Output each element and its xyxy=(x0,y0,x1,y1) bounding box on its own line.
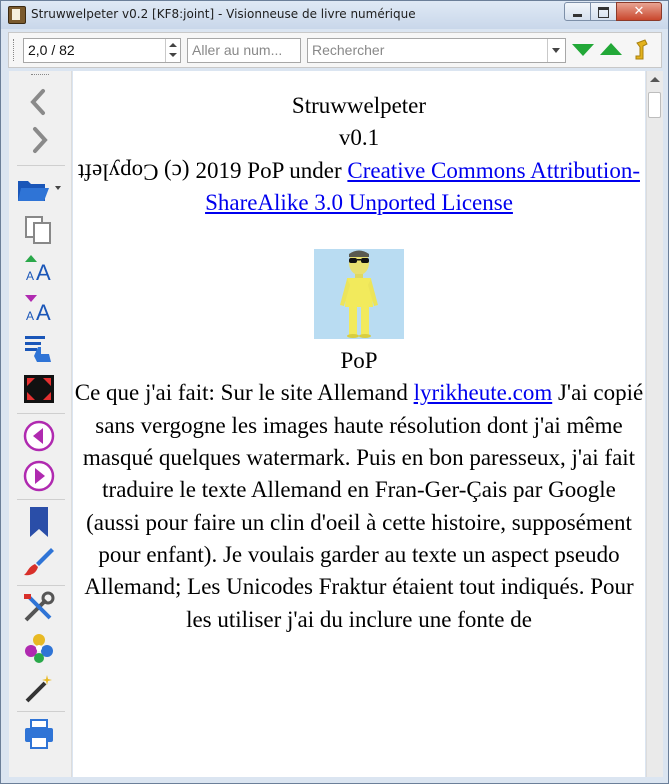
maximize-button[interactable] xyxy=(590,2,617,21)
action-sidebar xyxy=(9,71,72,777)
vertical-scrollbar[interactable] xyxy=(646,71,663,777)
sidebar-separator xyxy=(17,499,65,500)
bookmark-icon[interactable] xyxy=(21,505,57,539)
svg-text:A: A xyxy=(26,309,35,323)
close-button[interactable] xyxy=(616,2,662,21)
book-title: Struwwelpeter xyxy=(291,93,427,118)
book-content-area[interactable] xyxy=(73,71,645,777)
sidebar-separator xyxy=(17,165,65,166)
find-next-icon[interactable] xyxy=(572,44,594,56)
paragraph-start: Ce que j'ai fait: Sur le site Allemand xyxy=(74,380,414,406)
copyleft-symbol: (c) xyxy=(164,158,190,184)
find-previous-icon[interactable] xyxy=(600,43,622,55)
copy-icon[interactable] xyxy=(21,212,57,246)
spin-up-icon[interactable] xyxy=(169,43,177,47)
highlight-icon[interactable] xyxy=(633,39,649,61)
copyleft-text: 2019 PoP under xyxy=(189,157,348,183)
preferences-tools-icon[interactable] xyxy=(21,591,57,625)
minimize-button[interactable] xyxy=(564,2,591,21)
theme-brush-icon[interactable] xyxy=(21,545,57,579)
font-larger-icon[interactable] xyxy=(21,252,57,286)
license-link[interactable]: Creative Commons Attribution-ShareAlike 3.0 Unported License xyxy=(205,157,640,215)
back-icon[interactable] xyxy=(21,85,57,119)
close-icon: ✕ xyxy=(633,4,645,19)
author-portrait-image xyxy=(314,249,404,339)
search-input[interactable] xyxy=(307,38,566,63)
sidebar-separator xyxy=(17,585,65,586)
previous-section-icon[interactable] xyxy=(21,419,57,453)
forward-icon[interactable] xyxy=(21,123,57,157)
window-title: Struwwelpeter v0.2 [KF8:joint] - Visionneuse de livre numérique xyxy=(31,7,416,21)
next-section-icon[interactable] xyxy=(21,459,57,493)
author-name: PoP xyxy=(340,348,378,374)
toolbar-grip[interactable] xyxy=(13,39,16,61)
book-page xyxy=(73,90,645,636)
svg-text:A: A xyxy=(36,300,51,325)
sidebar-separator xyxy=(17,413,65,414)
scroll-thumb[interactable] xyxy=(648,92,661,118)
book-version: v0.1 xyxy=(338,125,380,151)
search-toolbar xyxy=(8,32,662,68)
print-icon[interactable] xyxy=(21,717,57,751)
font-smaller-icon[interactable] xyxy=(21,292,57,326)
sidebar-separator xyxy=(17,711,65,712)
svg-text:A: A xyxy=(26,269,35,283)
site-link[interactable]: lyrikheute.com xyxy=(413,380,553,406)
author-portrait-container xyxy=(73,247,645,343)
search-history-dropdown[interactable] xyxy=(547,39,565,62)
svg-text:A: A xyxy=(36,260,51,285)
copyleft-word: Copyleft xyxy=(78,158,159,184)
scroll-up-icon[interactable] xyxy=(650,77,660,82)
spinbox-arrows[interactable] xyxy=(165,39,180,62)
open-book-icon[interactable] xyxy=(15,171,63,205)
paragraph-rest: J'ai copié sans vergogne les images haute résolution dont j'ai même masqué quelques watermark. Puis en bon paresseux, j'ai fait traduire le texte Allemand en Fran-Ger-Çais par Google (aussi pour faire un clin d'oeil à cette histoire, supposément pour enfant). Je voulais garder au texte un aspect pseudo Allemand; Les Unicodes Fraktur étaient tout indiqués. Pour les utiliser j'ai du inclure une fonte de xyxy=(82,380,644,632)
copyright-notice xyxy=(73,155,645,220)
search-placeholder: Rechercher xyxy=(312,42,385,58)
page-spinbox[interactable] xyxy=(23,38,181,63)
page-value[interactable]: 2,0 / 82 xyxy=(28,42,75,58)
fullscreen-icon[interactable] xyxy=(21,372,57,406)
title-bar xyxy=(1,1,668,29)
metadata-icon[interactable] xyxy=(21,631,57,665)
lookup-icon[interactable] xyxy=(21,332,57,366)
book-paragraph xyxy=(73,377,645,635)
reference-mode-icon[interactable] xyxy=(21,671,57,705)
sidebar-grip[interactable] xyxy=(31,74,49,77)
app-icon xyxy=(8,6,26,24)
spin-down-icon[interactable] xyxy=(169,53,177,57)
goto-location-input[interactable]: Aller au num... xyxy=(187,38,301,63)
